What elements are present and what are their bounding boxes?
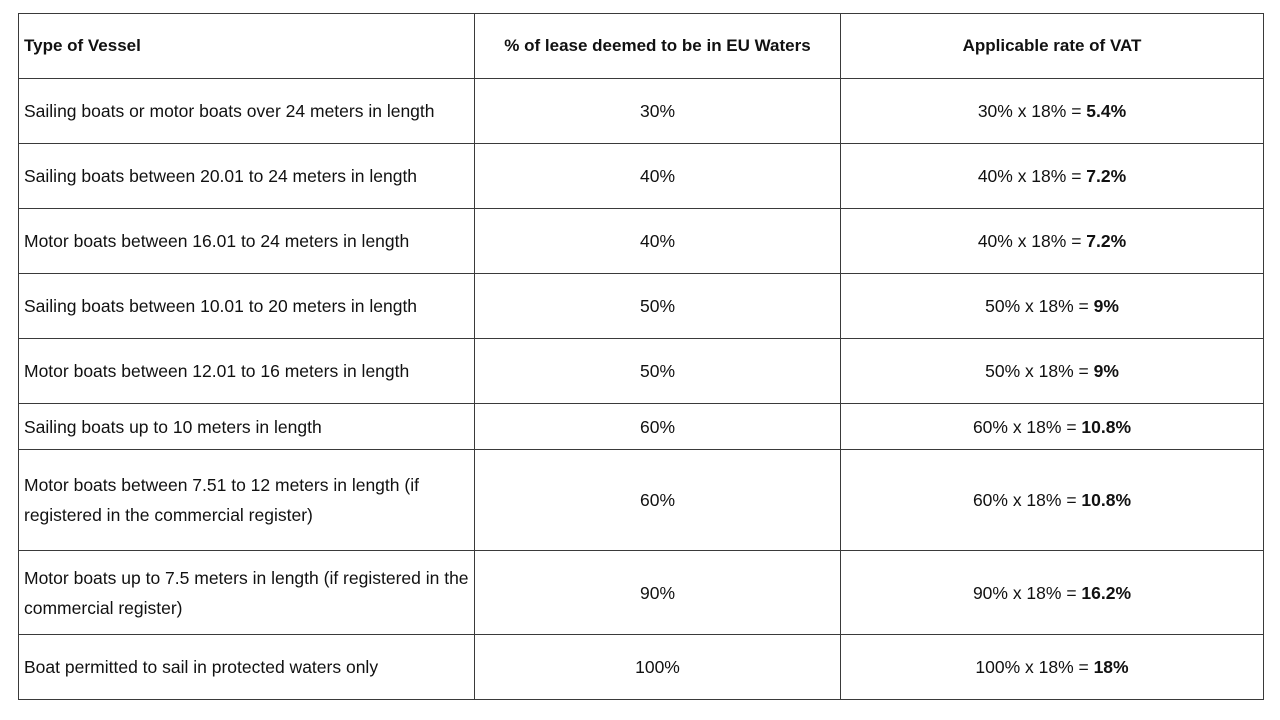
table-row xyxy=(19,209,1264,274)
lease-percentage-cell: 100% xyxy=(475,635,841,700)
vat-rate-table xyxy=(18,13,1264,700)
vat-formula: 30% x 18% = xyxy=(977,101,1087,121)
vessel-type-cell: Motor boats up to 7.5 meters in length (if registered in the commercial register) xyxy=(19,551,475,635)
table-row xyxy=(19,339,1264,404)
vat-rate-cell xyxy=(841,209,1264,274)
vat-result: 10.8% xyxy=(1081,416,1132,437)
table-row xyxy=(19,450,1264,551)
lease-percentage-cell: 40% xyxy=(475,144,841,209)
vat-rate-cell xyxy=(841,144,1264,209)
vat-result: 18% xyxy=(1093,657,1129,677)
lease-percentage-cell: 30% xyxy=(475,79,841,144)
vat-rate-cell xyxy=(841,404,1264,450)
vat-formula: 40% x 18% = xyxy=(977,166,1087,186)
table-row xyxy=(19,274,1264,339)
vessel-type-cell: Motor boats between 16.01 to 24 meters in length xyxy=(19,209,475,274)
lease-percentage-cell: 40% xyxy=(475,209,841,274)
lease-percentage-cell: 60% xyxy=(475,404,841,450)
vat-result: 9% xyxy=(1093,296,1119,316)
vessel-type-cell: Sailing boats up to 10 meters in length xyxy=(19,404,475,450)
vat-result: 7.2% xyxy=(1086,231,1127,251)
vat-rate-cell xyxy=(841,635,1264,700)
lease-percentage-cell: 50% xyxy=(475,339,841,404)
vat-result: 5.4% xyxy=(1086,101,1127,121)
vat-result: 10.8% xyxy=(1081,490,1132,510)
vat-rate-cell xyxy=(841,79,1264,144)
vat-rate-cell xyxy=(841,339,1264,404)
lease-percentage-cell: 50% xyxy=(475,274,841,339)
vessel-type-cell: Sailing boats between 20.01 to 24 meters in length xyxy=(19,144,475,209)
vessel-type-cell: Boat permitted to sail in protected waters only xyxy=(19,635,475,700)
lease-percentage-cell: 60% xyxy=(475,450,841,551)
vessel-type-cell: Motor boats between 12.01 to 16 meters in length xyxy=(19,339,475,404)
vat-rate-cell xyxy=(841,450,1264,551)
vat-rate-cell xyxy=(841,274,1264,339)
vat-result: 9% xyxy=(1093,361,1119,381)
vat-formula: 60% x 18% = xyxy=(972,416,1082,437)
vat-result: 16.2% xyxy=(1081,582,1132,603)
vat-formula: 40% x 18% = xyxy=(977,231,1087,251)
vat-formula: 60% x 18% = xyxy=(972,490,1082,510)
vessel-type-cell: Motor boats between 7.51 to 12 meters in length (if registered in the commercial register) xyxy=(19,450,475,551)
table-row xyxy=(19,551,1264,635)
table-row xyxy=(19,404,1264,450)
table-row xyxy=(19,144,1264,209)
vessel-type-cell: Sailing boats between 10.01 to 20 meters in length xyxy=(19,274,475,339)
table-header-row xyxy=(19,14,1264,79)
vessel-type-cell: Sailing boats or motor boats over 24 meters in length xyxy=(19,79,475,144)
vat-formula: 100% x 18% = xyxy=(975,657,1094,677)
header-type-of-vessel: Type of Vessel xyxy=(19,14,475,79)
vat-rate-cell xyxy=(841,551,1264,635)
vat-formula: 90% x 18% = xyxy=(972,582,1082,603)
vat-result: 7.2% xyxy=(1086,166,1127,186)
header-vat-rate: Applicable rate of VAT xyxy=(841,14,1264,79)
vat-formula: 50% x 18% = xyxy=(985,296,1094,316)
table-row xyxy=(19,635,1264,700)
header-lease-percentage: % of lease deemed to be in EU Waters xyxy=(475,14,841,79)
table-row xyxy=(19,79,1264,144)
vat-formula: 50% x 18% = xyxy=(985,361,1094,381)
lease-percentage-cell: 90% xyxy=(475,551,841,635)
